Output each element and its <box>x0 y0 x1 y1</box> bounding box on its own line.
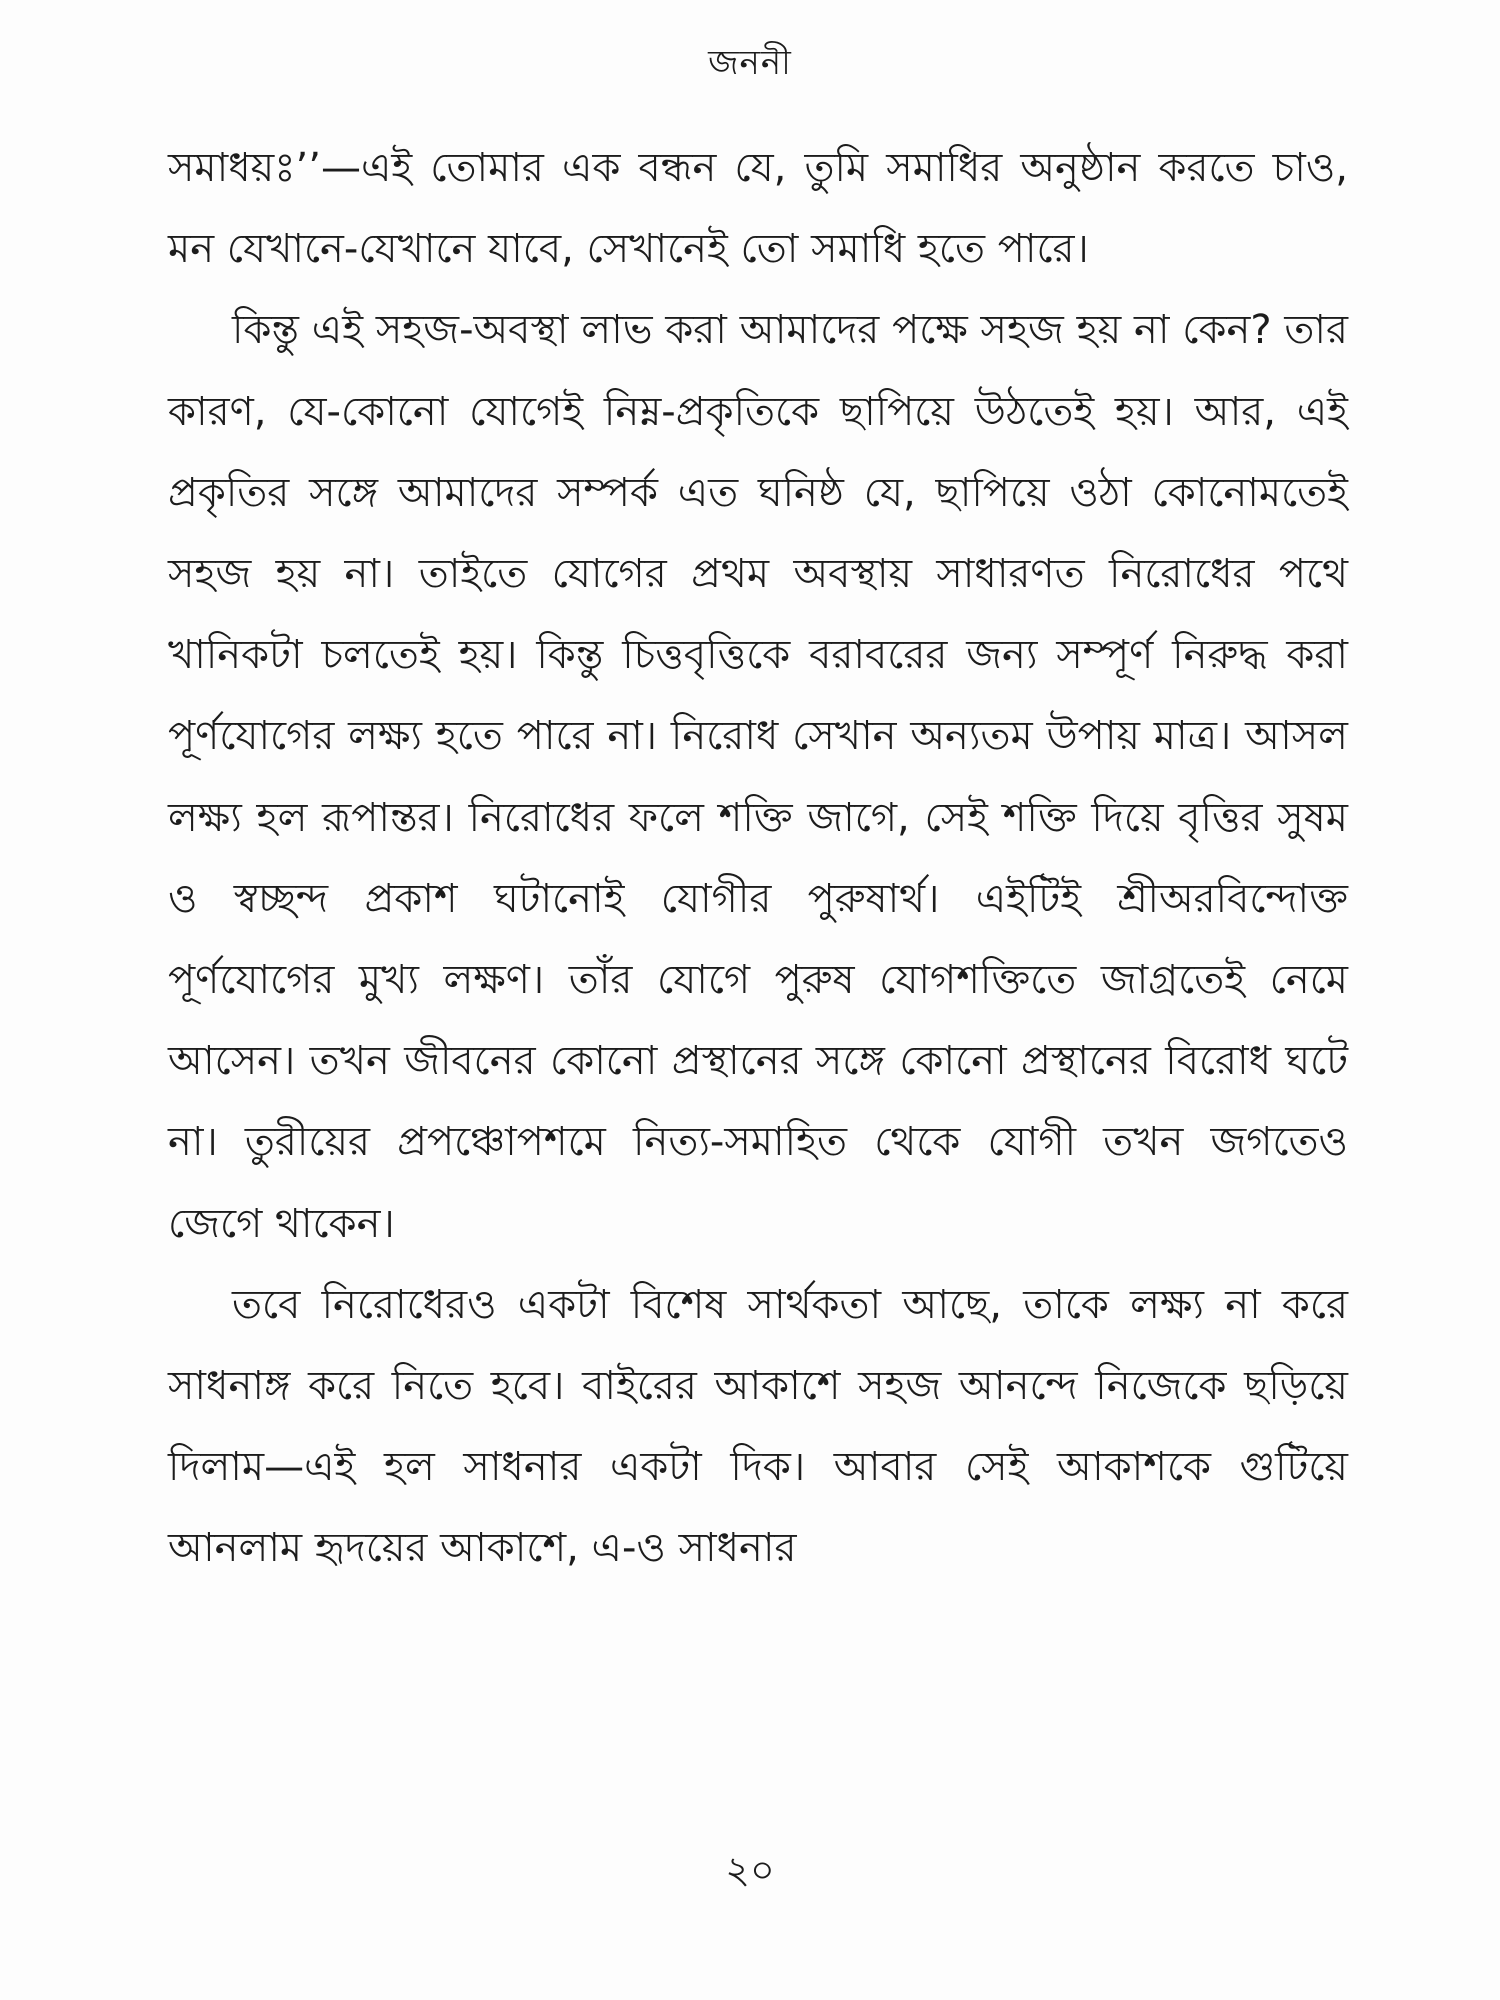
paragraph-3: তবে নিরোধেরও একটা বিশেষ সার্থকতা আছে, তাকে লক্ষ্য না করে সাধনাঙ্গ করে নিতে হবে। বাইরের আকাশে সহজ আনন্দে নিজেকে ছড়িয়ে দিলাম—এই হল সাধনার একটা দিক। আবার সেই আকাশকে গুটিয়ে আনলাম হৃদয়ের আকাশে, এ-ও সাধনার <box>168 1281 1348 1572</box>
running-title: জননী <box>708 43 792 83</box>
page-number: ২০ <box>725 1848 775 1892</box>
body-text <box>168 128 1348 1590</box>
paragraph-2: কিন্তু এই সহজ-অবস্থা লাভ করা আমাদের পক্ষে সহজ হয় না কেন? তার কারণ, যে-কোনো যোগেই নিম্ন-প্রকৃতিকে ছাপিয়ে উঠতেই হয়। আর, এই প্রকৃতির সঙ্গে আমাদের সম্পর্ক এত ঘনিষ্ঠ যে, ছাপিয়ে ওঠা কোনোমতেই সহজ হয় না। তাইতে যোগের প্রথম অবস্থায় সাধারণত নিরোধের পথে খানিকটা চলতেই হয়। কিন্তু চিত্তবৃত্তিকে বরাবরের জন্য সম্পূর্ণ নিরুদ্ধ করা পূর্ণযোগের লক্ষ্য হতে পারে না। নিরোধ সেখান অন্যতম উপায় মাত্র। আসল লক্ষ্য হল রূপান্তর। নিরোধের ফলে শক্তি জাগে, সেই শক্তি দিয়ে বৃত্তির সুষম ও স্বচ্ছন্দ প্রকাশ ঘটানোই যোগীর পুরুষার্থ। এইটিই শ্রীঅরবিন্দোক্ত পূর্ণযোগের মুখ্য লক্ষণ। তাঁর যোগে পুরুষ যোগশক্তিতে জাগ্রতেই নেমে আসেন। তখন জীবনের কোনো প্রস্থানের সঙ্গে কোনো প্রস্থানের বিরোধ ঘটে না। তুরীয়ের প্রপঞ্চোপশমে নিত্য-সমাহিত থেকে যোগী তখন জগতেও জেগে থাকেন। <box>168 307 1348 1247</box>
paragraph-1: সমাধয়ঃ’’—এই তোমার এক বন্ধন যে, তুমি সমাধির অনুষ্ঠান করতে চাও, মন যেখানে-যেখানে যাবে, সেখানেই তো সমাধি হতে পারে। <box>168 145 1348 273</box>
